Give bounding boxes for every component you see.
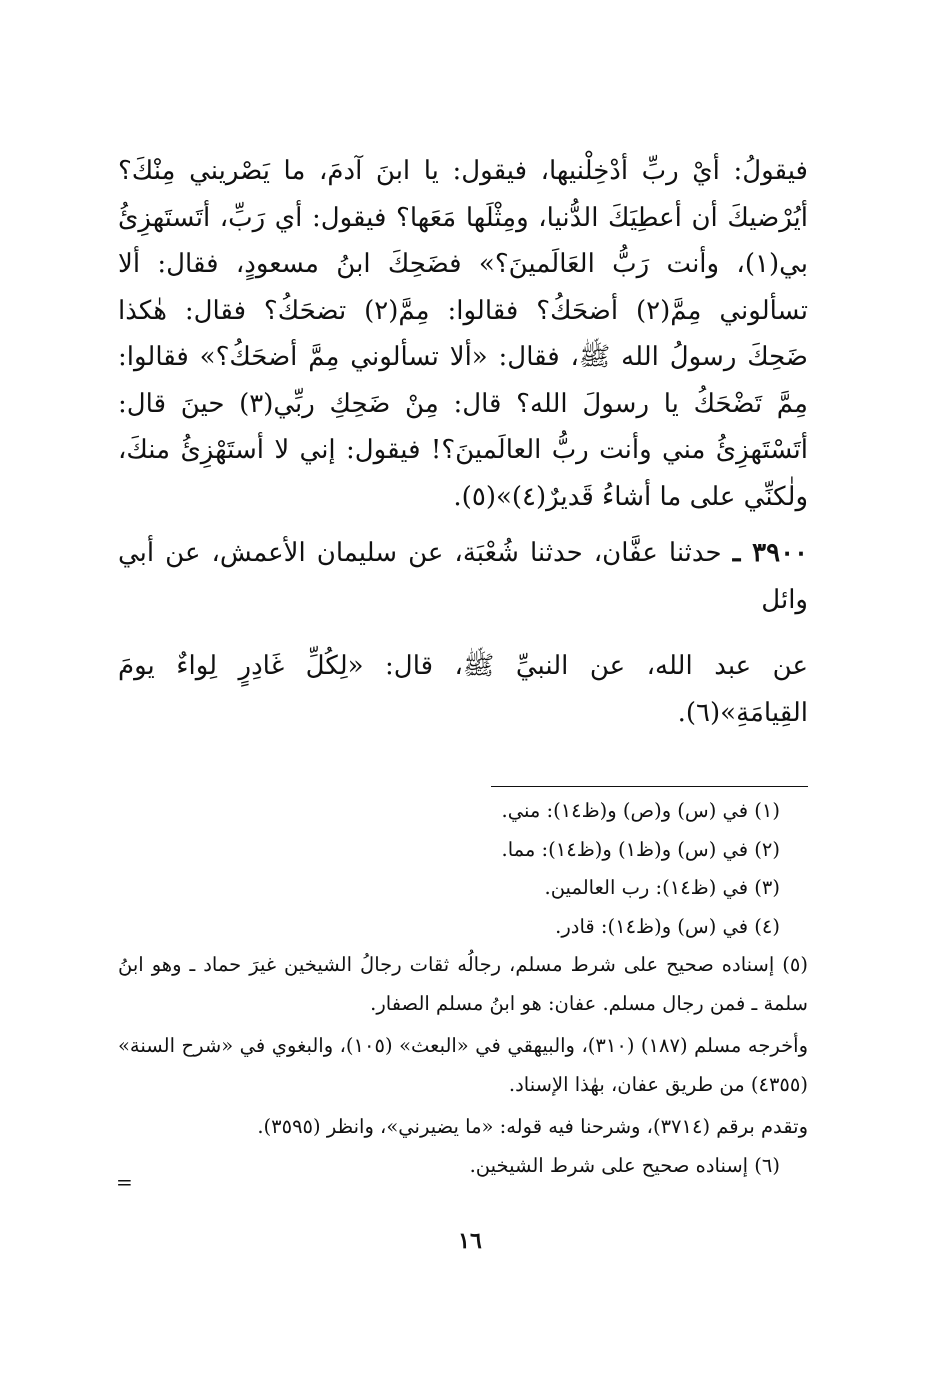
- footnote-continuation: وأخرجه مسلم (١٨٧) (٣١٠)، والبيهقي في «البعث» (١٠٥)، والبغوي في «شرح السنة» (٤٣٥٥) من طريق عفان، بهٰذا الإسناد.: [118, 1034, 809, 1096]
- footnote: (٥) إسناده صحيح على شرط مسلم، رجالُه ثقات رجالُ الشيخين غيرَ حماد ـ وهو ابنُ سلمة ـ فمن رجال مسلم. عفان: هو ابنُ مسلم الصفار.: [118, 953, 808, 1015]
- footnotes: [118, 792, 808, 1185]
- hadith-chain: حدثنا عفَّان، حدثنا شُعْبَة، عن سليمان الأعمش، عن أبي وائل: [118, 538, 808, 615]
- footnote-continuation: وتقدم برقم (٣٧١٤)، وشرحنا فيه قوله: «ما يضيرني»، وانظر (٣٥٩٥).: [257, 1115, 808, 1138]
- footnote: (٢) في (س) و(ظ١) و(ظ١٤): مما.: [501, 837, 780, 861]
- footnote: (١) في (س) و(ص) و(ظ١٤): مني.: [501, 799, 780, 822]
- hadith-heading: [118, 530, 808, 623]
- continuation-mark: =: [116, 1170, 133, 1194]
- main-text: [118, 148, 808, 736]
- footnote: (٣) في (ظ١٤): رب العالمين.: [544, 876, 780, 899]
- paragraph: فيقولُ: أيْ ربِّ أدْخِلْنيها، فيقول: يا ابنَ آدمَ، ما يَصْريني مِنْكَ؟ أيُرْضيكَ أن أعطِيَكَ الدُّنيا، ومِثْلَها مَعَها؟ فيقول: أي رَبِّ، أتَستَهزِئُ بي(١)، وأنت رَبُّ العَالَمينَ؟» فضَحِكَ ابنُ مسعودٍ، فقال: ألا تسألوني مِمَّ(٢) أضحَكُ؟ فقالوا: مِمَّ(٢) تضحَكُ؟ فقال: هٰكذا ضَحِكَ رسولُ الله ﷺ، فقال: «ألا تسألوني مِمَّ أضحَكُ؟» فقالوا: مِمَّ تَضْحَكُ يا رسولَ الله؟ قال: مِنْ ضَحِكِ ربِّي(٣) حينَ قال: أتَسْتَهزِئُ مني وأنت ربُّ العالَمينَ؟! فيقول: إني لا أستَهْزِئُ منكَ، ولٰكنِّي على ما أشاءُ قَديرٌ(٤)»(٥).: [118, 156, 808, 512]
- footnote-separator: [491, 786, 808, 787]
- page-number: ١٦: [458, 1228, 482, 1254]
- paragraph: عن عبد الله، عن النبيِّ ﷺ، قال: «لِكُلِّ غَادِرٍ لِواءٌ يومَ القِيامَةِ»(٦).: [118, 651, 808, 728]
- footnote: (٦) إسناده صحيح على شرط الشيخين.: [469, 1153, 780, 1177]
- hadith-number: ٣٩٠٠ ـ: [732, 538, 809, 568]
- footnote: (٤) في (س) و(ظ١٤): قادر.: [555, 914, 780, 938]
